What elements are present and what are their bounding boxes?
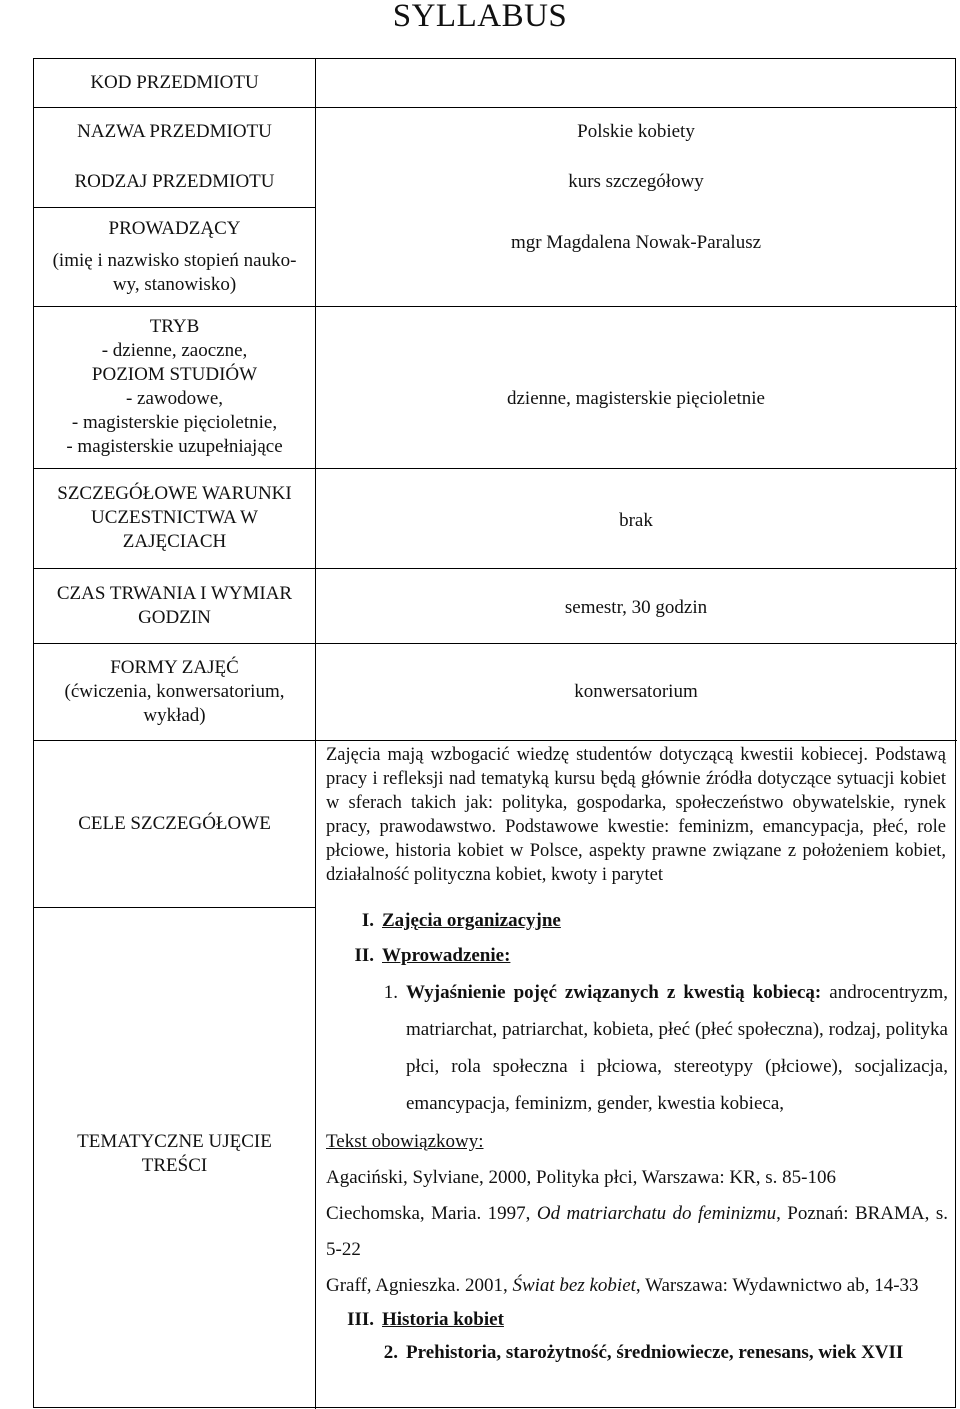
section-wprowadzenie: II. Wprowadzenie:: [354, 945, 511, 966]
section-historia: III. Historia kobiet: [347, 1309, 504, 1330]
value-tryb: dzienne, magisterskie pięcioletnie: [507, 388, 765, 409]
bibliography-entry: Graff, Agnieszka. 2001, Świat bez kobiet, Warszawa: Wydawnictwo ab, 14-33: [326, 1275, 919, 1296]
value-cele: Zajęcia mają wzbogacić wiedzę studentów dotyczącą kwestii kobiecej. Podstawą pracy i refleksji nad tematyką kursu będą głównie źródła dotyczące sytuacji kobiet w sferach takich jak: polityka, gospodarka, społeczeństwo obywatelskie, rynek pracy, prawodawstwo. Podstawowe kwestie: feminizm, emancypacja, płeć, role płciowe, historia kobiet w Polsce, aspekty prawne związane z położeniem kobiet, działalność polityczna kobiet, kwoty i parytet: [326, 745, 946, 885]
bibliography-entry: Ciechomska, Maria. 1997, Od matriarchatu do feminizmu, Poznań: BRAMA, s. 5-22: [326, 1203, 948, 1260]
label-prowadzacy: PROWADZĄCY (imię i nazwisko stopień nauko- wy, stanowisko): [52, 217, 297, 295]
bibliography-heading: Tekst obowiązkowy:: [326, 1131, 484, 1152]
section-organizacyjne: I. Zajęcia organizacyjne: [361, 910, 561, 931]
label-kod: KOD PRZEDMIOTU: [90, 72, 259, 93]
label-rodzaj: RODZAJ PRZEDMIOTU: [74, 171, 275, 192]
label-tematyczne: TEMATYCZNE UJĘCIE TREŚCI: [77, 1131, 272, 1176]
syllabus-table: [33, 58, 956, 1408]
value-rodzaj: kurs szczegółowy: [568, 171, 704, 192]
bibliography-entry: Agaciński, Sylviane, 2000, Polityka płci, Warszawa: KR, s. 85-106: [326, 1167, 836, 1188]
value-nazwa: Polskie kobiety: [577, 121, 695, 142]
value-czas: semestr, 30 godzin: [564, 596, 708, 618]
label-tryb: TRYB - dzienne, zaoczne, POZIOM STUDIÓW - zawodowe, - magisterskie pięcioletnie, - magisterskie uzupełniające: [66, 316, 283, 457]
list-item: 1. Wyjaśnienie pojęć związanych z kwestią kobiecą: androcentryzm, matriarchat, patriarchat, kobieta, płeć (płeć społeczna), rodzaj, polityka płci, rola społeczna i płciowa, stereotypy (płciowe), socjalizacja, emancypacja, feminizm, gender, kwestia kobieca,: [383, 982, 948, 1114]
label-czas: CZAS TRWANIA I WYMIAR GODZIN: [56, 582, 293, 628]
topic-content: [326, 909, 948, 1371]
label-warunki: SZCZEGÓŁOWE WARUNKI UCZESTNICTWA W ZAJĘCIACH: [57, 483, 292, 552]
label-cele: CELE SZCZEGÓŁOWE: [78, 812, 271, 834]
label-nazwa: NAZWA PRZEDMIOTU: [77, 121, 272, 142]
list-item: 2. Prehistoria, starożytność, średniowiecze, renesans, wiek XVII: [383, 1342, 904, 1363]
value-prowadzacy: mgr Magdalena Nowak-Paralusz: [510, 232, 762, 253]
row-divider: [34, 907, 315, 908]
label-formy: FORMY ZAJĘĆ (ćwiczenia, konwersatorium, wykład): [64, 656, 285, 726]
document-title: SYLLABUS: [392, 0, 568, 34]
value-formy: konwersatorium: [574, 680, 698, 702]
value-warunki: brak: [619, 510, 653, 531]
